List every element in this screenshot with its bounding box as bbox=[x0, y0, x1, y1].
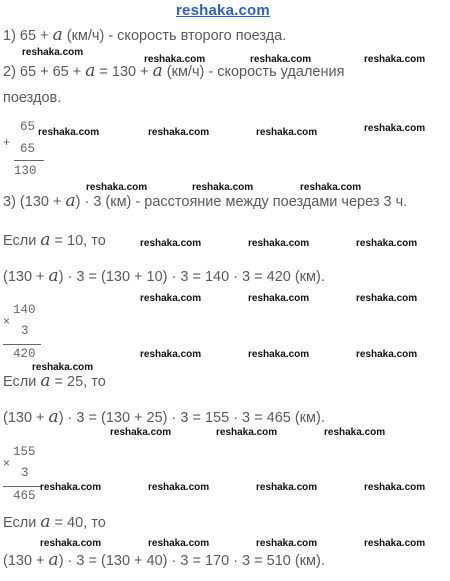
step-3-post: ) · 3 (км) - расстояние между поездами через 3 ч. bbox=[75, 194, 408, 210]
case-2-column-operator: × bbox=[3, 456, 11, 470]
watermark: reshaka.com bbox=[256, 538, 318, 549]
watermark: reshaka.com bbox=[140, 293, 202, 304]
case-2-if-pre: Если bbox=[3, 374, 41, 390]
watermark: reshaka.com bbox=[364, 123, 426, 134]
variable-a: a bbox=[52, 25, 63, 45]
case-1-if-pre: Если bbox=[3, 233, 41, 249]
case-2-column-top: 155 bbox=[13, 445, 36, 459]
variable-a: a bbox=[40, 512, 51, 532]
case-1-column-bottom: 3 bbox=[21, 324, 29, 338]
step-2-pre: 2) 65 + 65 + bbox=[3, 64, 86, 80]
variable-a: a bbox=[48, 550, 59, 570]
case-3-eq-pre: (130 + bbox=[3, 553, 49, 569]
case-1-column-top: 140 bbox=[13, 303, 36, 317]
case-2-column-result: 465 bbox=[13, 489, 36, 503]
variable-a: a bbox=[40, 230, 51, 250]
watermark: reshaka.com bbox=[256, 482, 318, 493]
watermark: reshaka.com bbox=[40, 538, 102, 549]
variable-a: a bbox=[65, 191, 76, 211]
step-3-pre: 3) (130 + bbox=[3, 194, 66, 210]
case-3-condition bbox=[3, 513, 106, 532]
watermark: reshaka.com bbox=[364, 482, 426, 493]
variable-a: a bbox=[40, 371, 51, 391]
column-add-divider bbox=[14, 160, 44, 161]
step-1-post: (км/ч) - скорость второго поезда. bbox=[62, 28, 287, 44]
watermark: reshaka.com bbox=[250, 54, 312, 65]
case-2-eq-pre: (130 + bbox=[3, 410, 49, 426]
variable-a: a bbox=[48, 266, 59, 286]
watermark: reshaka.com bbox=[32, 362, 94, 373]
case-1-column-operator: × bbox=[3, 314, 11, 328]
watermark: reshaka.com bbox=[140, 238, 202, 249]
watermark: reshaka.com bbox=[86, 182, 148, 193]
column-add-result: 130 bbox=[14, 164, 37, 178]
case-3-eq-post: ) · 3 = (130 + 40) · 3 = 170 · 3 = 510 (км). bbox=[58, 553, 325, 569]
watermark: reshaka.com bbox=[148, 482, 210, 493]
site-title-link[interactable]: reshaka.com bbox=[176, 2, 270, 19]
watermark: reshaka.com bbox=[356, 349, 418, 360]
watermark: reshaka.com bbox=[300, 182, 362, 193]
variable-a: a bbox=[48, 407, 59, 427]
watermark: reshaka.com bbox=[248, 293, 310, 304]
case-1-column-divider bbox=[3, 344, 41, 345]
step-3-line bbox=[3, 192, 407, 211]
step-1-line bbox=[3, 26, 286, 45]
step-1-pre: 1) 65 + bbox=[3, 28, 53, 44]
watermark: reshaka.com bbox=[22, 47, 84, 58]
column-add-operator: + bbox=[3, 135, 11, 149]
case-3-if-pre: Если bbox=[3, 515, 41, 531]
watermark: reshaka.com bbox=[148, 538, 210, 549]
case-2-eq-post: ) · 3 = (130 + 25) · 3 = 155 · 3 = 465 (км). bbox=[58, 410, 325, 426]
watermark: reshaka.com bbox=[216, 427, 278, 438]
watermark: reshaka.com bbox=[364, 54, 426, 65]
variable-a: a bbox=[85, 61, 96, 81]
watermark: reshaka.com bbox=[356, 238, 418, 249]
watermark: reshaka.com bbox=[248, 349, 310, 360]
watermark: reshaka.com bbox=[144, 54, 206, 65]
case-2-equation bbox=[3, 408, 325, 427]
watermark: reshaka.com bbox=[356, 293, 418, 304]
case-3-if-post: = 40, то bbox=[50, 515, 106, 531]
case-1-column-result: 420 bbox=[13, 347, 36, 361]
case-1-condition bbox=[3, 231, 106, 250]
column-add-top: 65 bbox=[20, 120, 36, 134]
watermark: reshaka.com bbox=[110, 427, 172, 438]
step-2-mid: = 130 + bbox=[95, 64, 153, 80]
step-2-line-2: поездов. bbox=[3, 90, 62, 106]
case-2-if-post: = 25, то bbox=[50, 374, 106, 390]
case-2-column-divider bbox=[3, 486, 41, 487]
watermark: reshaka.com bbox=[148, 127, 210, 138]
watermark: reshaka.com bbox=[40, 482, 102, 493]
watermark: reshaka.com bbox=[324, 427, 386, 438]
watermark: reshaka.com bbox=[192, 182, 254, 193]
case-1-eq-pre: (130 + bbox=[3, 269, 49, 285]
case-2-column-bottom: 3 bbox=[21, 466, 29, 480]
case-1-eq-post: ) · 3 = (130 + 10) · 3 = 140 · 3 = 420 (км). bbox=[58, 269, 325, 285]
watermark: reshaka.com bbox=[248, 238, 310, 249]
case-1-if-post: = 10, то bbox=[50, 233, 106, 249]
watermark: reshaka.com bbox=[38, 127, 100, 138]
variable-a: a bbox=[152, 61, 163, 81]
watermark: reshaka.com bbox=[256, 127, 318, 138]
watermark: reshaka.com bbox=[140, 349, 202, 360]
column-add-bottom: 65 bbox=[20, 142, 36, 156]
case-3-equation bbox=[3, 551, 325, 570]
watermark: reshaka.com bbox=[364, 538, 426, 549]
step-2-post: (км/ч) - скорость удаления bbox=[162, 64, 345, 80]
case-1-equation bbox=[3, 267, 325, 286]
case-2-condition bbox=[3, 372, 106, 391]
